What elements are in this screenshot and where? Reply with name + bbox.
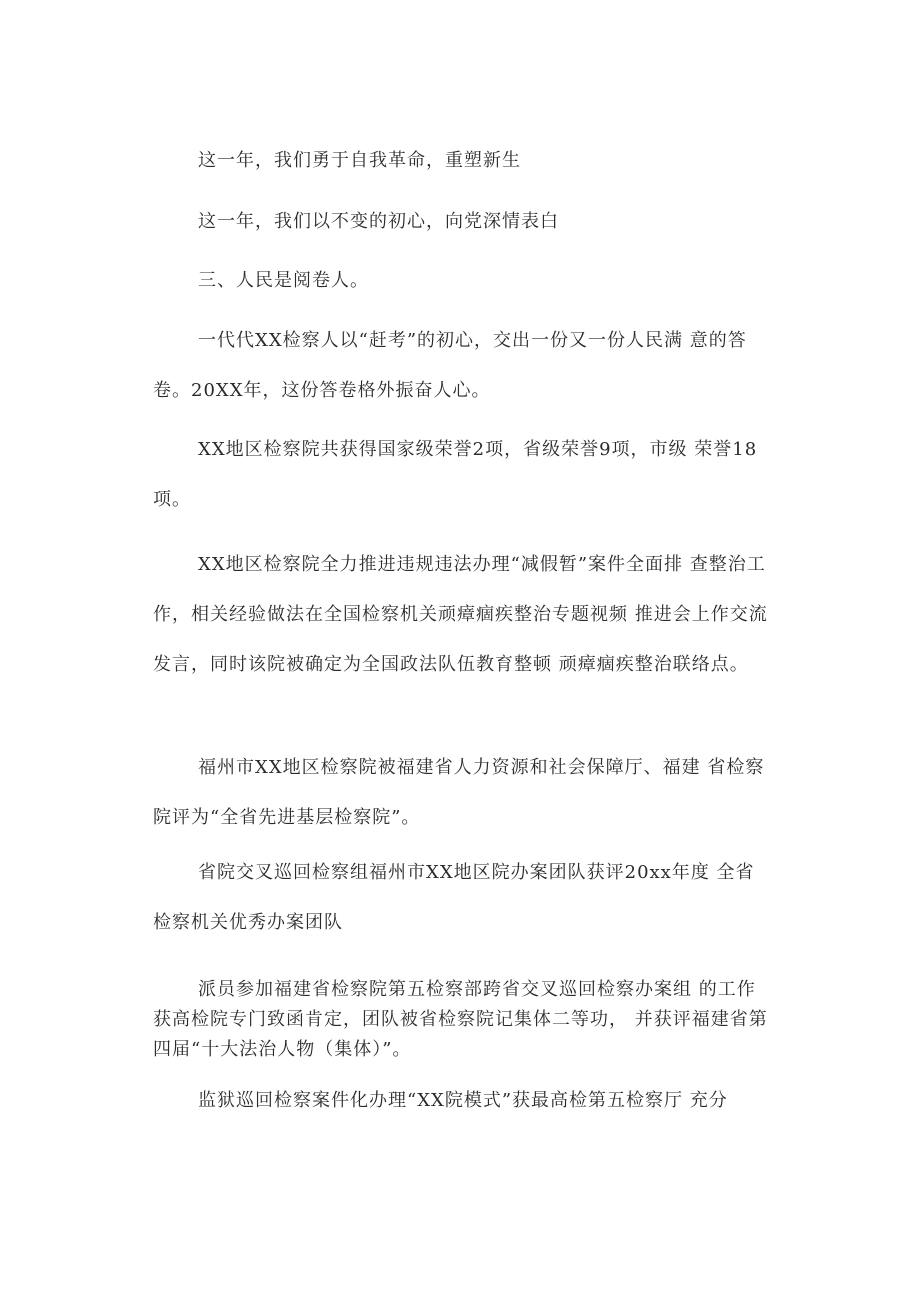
paragraph-advanced-procuratorate: 福州市XX地区检察院被福建省人力资源和社会保障厅、福建 省检察院评为“全省先进基层检察院”。 (153, 757, 765, 828)
paragraph-self-revolution: 这一年，我们勇于自我革命，重塑新生 (198, 150, 521, 171)
paragraph-excellent-team: 省院交叉巡回检察组福州市XX地区院办案团队获评20xx年度 全省检察机关优秀办案团队 (153, 862, 755, 933)
paragraph-cross-province-inspection: 派员参加福建省检察院第五检察部跨省交叉巡回检察办案组 的工作获高检院专门致函肯定，团队被省检察院记集体二等功， 并获评福建省第四届“十大法治人物（集体）”。 (153, 979, 768, 1060)
paragraph-honors-count: XX地区检察院共获得国家级荣誉2项，省级荣誉9项，市级 荣誉18项。 (153, 439, 758, 510)
section-heading-people-examiners: 三、人民是阅卷人。 (198, 270, 369, 291)
paragraph-answer-sheet: 一代代XX检察人以“赶考”的初心，交出一份又一份人民满 意的答卷。20XX年，这份答卷格外振奋人心。 (153, 330, 747, 401)
paragraph-prison-inspection: 监狱巡回检察案件化办理“XX院模式”获最高检第五检察厅 充分 (198, 1090, 728, 1111)
paragraph-rectification-work: XX地区检察院全力推进违规违法办理“减假暂”案件全面排 查整治工作，相关经验做法在全国检察机关顽瘴痼疾整治专题视频 推进会上作交流发言，同时该院被确定为全国政法队伍教育整顿 顽瘴痼疾整治联络点。 (153, 554, 768, 675)
paragraph-original-aspiration: 这一年，我们以不变的初心，向党深情表白 (198, 211, 559, 232)
